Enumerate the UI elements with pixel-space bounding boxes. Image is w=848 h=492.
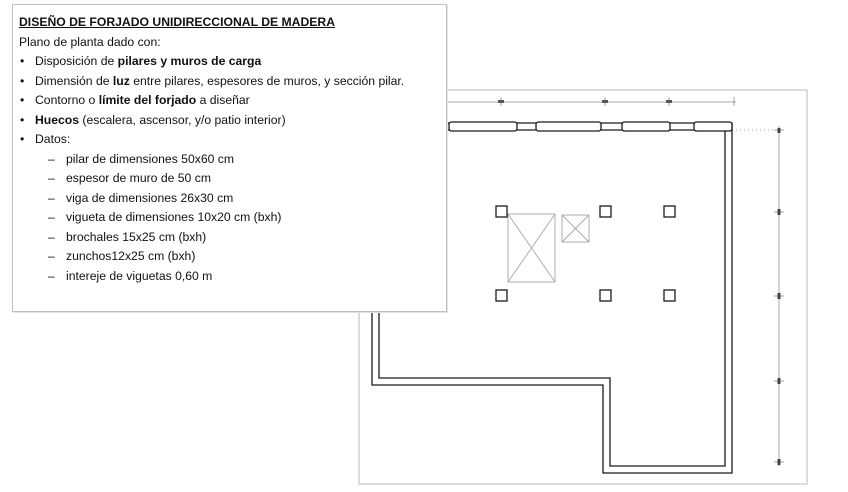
column [496, 206, 507, 217]
panel-title: DISEÑO DE FORJADO UNIDIRECCIONAL DE MADERA [19, 15, 335, 29]
datos-item: – zunchos12x25 cm (bxh) [19, 247, 440, 267]
window-opening [622, 122, 670, 131]
bullet-item: • Datos: [19, 130, 440, 150]
window-opening [449, 122, 517, 131]
datos-item: – espesor de muro de 50 cm [19, 169, 440, 189]
datos-item: – pilar de dimensiones 50x60 cm [19, 150, 440, 170]
datos-item: – vigueta de dimensiones 10x20 cm (bxh) [19, 208, 440, 228]
bullet-item: • Contorno o límite del forjado a diseñar [19, 91, 440, 111]
intro-text: Plano de planta dado con: [19, 34, 161, 49]
datos-item: – viga de dimensiones 26x30 cm [19, 189, 440, 209]
column [600, 290, 611, 301]
window-opening [694, 122, 732, 131]
column [600, 206, 611, 217]
column [664, 290, 675, 301]
column [664, 206, 675, 217]
bullet-item: • Huecos (escalera, ascensor, y/o patio interior) [19, 111, 440, 131]
window-opening [536, 122, 601, 131]
instructions-panel [12, 4, 447, 312]
column [496, 290, 507, 301]
datos-item: – intereje de viguetas 0,60 m [19, 267, 440, 287]
bullet-item: • Dimensión de luz entre pilares, espesores de muros, y sección pilar. [19, 72, 440, 92]
datos-item: – brochales 15x25 cm (bxh) [19, 228, 440, 248]
bullet-item: • Disposición de pilares y muros de carga [19, 52, 440, 72]
